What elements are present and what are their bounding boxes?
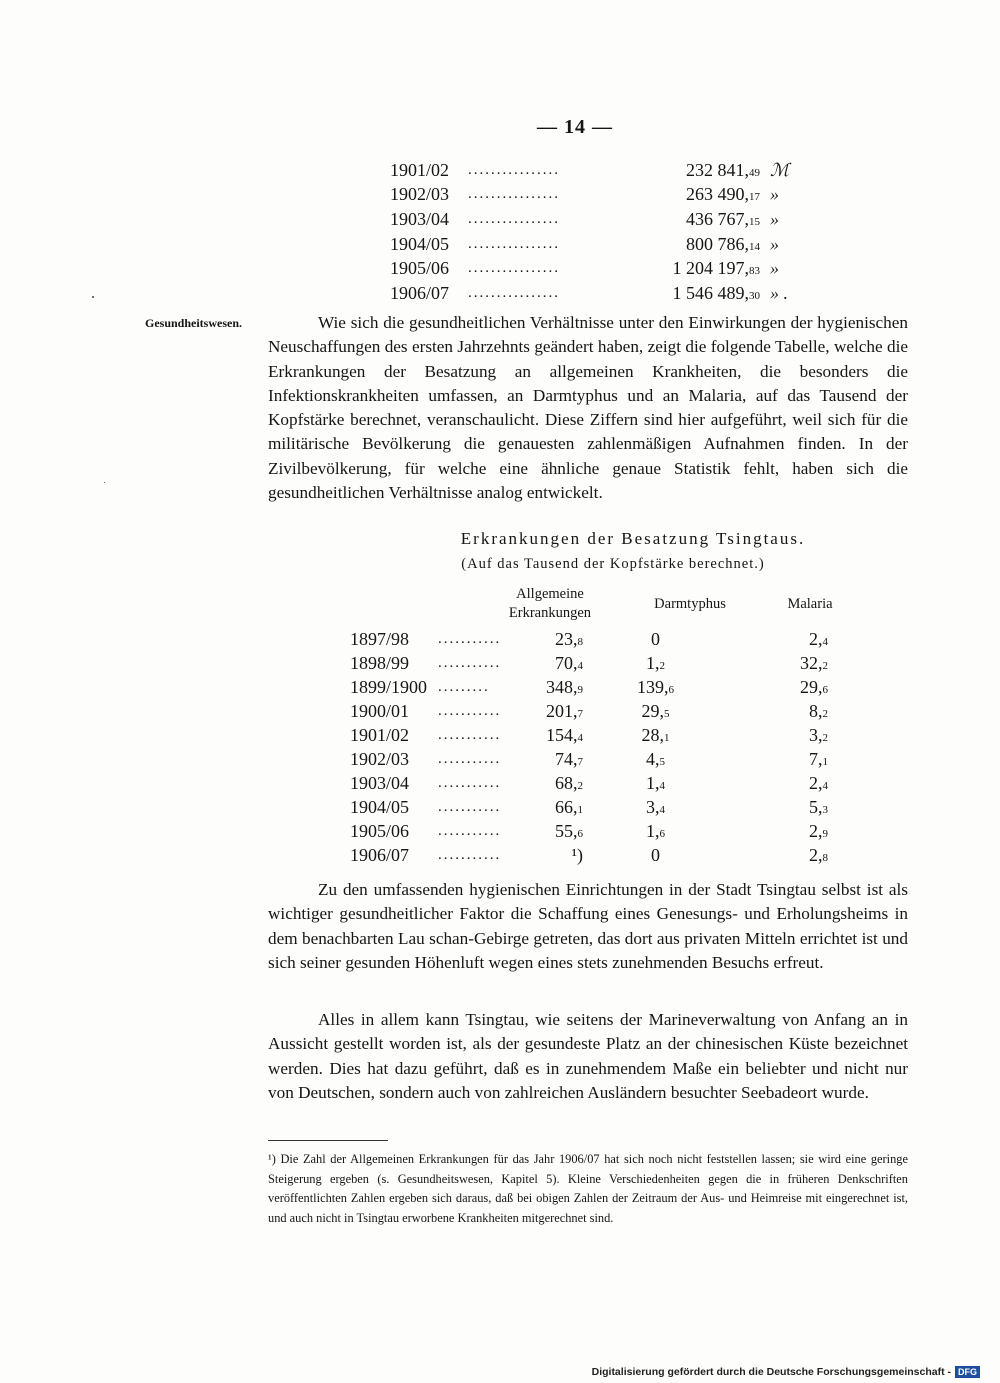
income-year: 1902/03 [390,184,450,205]
digitization-credit [592,1366,980,1378]
paragraph-seaside-resort: Alles in allem kann Tsingtau, wie seitens der Marineverwaltung von Anfang an in Aussicht gestellt worden ist, als der gesundeste Platz an der chinesischen Küste bezeichnet werden. Dies hat dazu geführt, daß es in zunehmendem Maße ein beliebter und nicht nur von Deutschen, sondern auch von zahlreichen Ausländern besuchter Seebadeort wurde. [268,1010,908,1102]
cell-typhus: 0 [651,628,660,649]
cell-general: 66,1 [555,797,583,818]
income-row [390,281,810,306]
cell-malaria: 5,3 [809,797,828,818]
leader-dots: ................ [468,210,560,227]
cell-malaria: 8,2 [809,700,828,721]
table-row [350,844,850,868]
page-number: — 14 — [537,116,613,138]
row-year: 1903/04 [350,773,410,794]
paragraph-convalescent-home: Zu den umfassenden hygienischen Einrichtungen in der Stadt Tsingtau selbst ist als wichtiger gesundheitlicher Faktor die Schaffung eines Genesungs- und Erholungsheims in dem benachbarten Lau schan-Gebirge getreten, das dort aus privaten Mitteln errichtet ist und sich seiner gesunden Höhenluft wegen eines stets zunehmenden Besuchs erfreut. [268,880,908,972]
leader-dots: ................ [468,161,560,178]
cell-general [528,845,583,866]
cell-malaria: 2,9 [809,821,828,842]
table-subtitle: (Auf das Tausend der Kopfstärke berechnet.) [461,556,765,572]
column-header-typhus: Darmtyphus [654,596,726,612]
income-unit: » [770,233,779,254]
cell-typhus: 1,6 [646,821,665,842]
table-row [350,772,850,796]
paragraph-health: Wie sich die gesundheitlichen Verhältnisse unter den Einwirkungen der hygienischen Neuschaffungen des ersten Jahrzehnts geändert haben, zeigt die folgende Tabelle, welche die Erkrankungen der Besatzung an allgemeinen Krankheiten, die besonders die Infektionskrankheiten umfassen, an Darmtyphus und an Malaria, auf das Tausend der Kopfstärke berechnet, veranschaulicht. Diese Ziffern sind hier aufgeführt, weil sich für die militärische Bevölkerung die genauesten zahlenmäßigen Aufnahmen finden. In der Zivilbevölkerung, für welche eine ähnliche genaue Statistik fehlt, haben sich die gesundheitlichen Verhältnisse analog entwickelt. [268,313,908,503]
leader-dots: ........... [438,702,502,719]
leader-dots: ........... [438,799,502,816]
cell-general: 74,7 [555,749,583,770]
cell-general: 154,4 [546,724,583,745]
cell-general: 68,2 [555,773,583,794]
row-year: 1897/98 [350,628,410,649]
paper-speck [104,482,105,483]
income-unit: » [770,258,779,279]
cell-malaria: 2,4 [809,628,828,649]
footnote: ¹) Die Zahl der Allgemeinen Erkrankungen für das Jahr 1906/07 hat sich noch nicht feststellen lassen; sie wird eine geringe Steigerung ergeben (s. Gesundheitswesen, Kapitel 5). Kleine Verschiedenheiten gegen die in früheren Denkschriften veröffentlichten Zahlen ergeben sich daraus, daß bei obigen Zahlen der Zeitraum der Aus- und Heimreise mit eingerechnet ist, und auch nicht in Tsingtau erworbene Krankheiten mitgerechnet sind. [268,1152,908,1225]
paper-speck [92,296,94,298]
credit-text: Digitalisierung gefördert durch die Deutsche Forschungsgemeinschaft - [591,1366,951,1378]
column-header-general: Allgemeine Erkrankungen [508,586,592,621]
leader-dots: ................ [468,284,560,301]
cell-typhus: 3,4 [646,797,665,818]
cell-general: 348,9 [546,676,583,697]
income-unit: » [770,208,779,229]
cell-malaria: 2,8 [809,845,828,866]
income-row [390,232,810,257]
row-year: 1905/06 [350,821,410,842]
table-row [350,651,850,675]
margin-note: Gesundheitswesen. [145,316,243,330]
income-year: 1904/05 [390,233,450,254]
table-row [350,796,850,820]
cell-typhus: 29,5 [641,700,670,721]
cell-general: 55,6 [555,821,583,842]
column-header-malaria: Malaria [787,596,833,612]
cell-malaria: 2,4 [809,773,828,794]
row-year: 1901/02 [350,724,410,745]
income-year: 1905/06 [390,258,450,279]
illness-table [350,627,850,868]
leader-dots: ................ [468,235,560,252]
income-list [390,158,810,306]
cell-typhus: 1,4 [646,773,665,794]
cell-malaria: 3,2 [809,724,828,745]
cell-typhus: 28,1 [641,724,670,745]
footnote-reference: ¹) [571,845,583,866]
cell-typhus: 0 [651,845,660,866]
leader-dots: ......... [438,678,490,695]
cell-malaria: 7,1 [809,749,828,770]
table-row [350,627,850,651]
row-year: 1902/03 [350,749,410,770]
cell-general: 201,7 [546,700,583,721]
income-unit: ℳ [770,159,790,180]
cell-typhus: 1,2 [646,652,665,673]
leader-dots: ........... [438,775,502,792]
cell-typhus: 139,6 [637,676,674,697]
table-row [350,723,850,747]
income-year: 1901/02 [390,159,450,180]
income-row [390,256,810,281]
leader-dots: ........... [438,654,502,671]
leader-dots: ................ [468,260,560,277]
income-amount: 263 490,17 [686,184,760,205]
leader-dots: ........... [438,847,502,864]
row-year: 1900/01 [350,700,410,721]
income-row [390,207,810,232]
income-year: 1906/07 [390,282,450,303]
income-year: 1903/04 [390,208,450,229]
income-amount: 800 786,14 [686,233,760,254]
leader-dots: ........... [438,630,502,647]
cell-general: 70,4 [555,652,583,673]
leader-dots: ........... [438,726,502,743]
income-amount: 1 546 489,30 [672,282,760,303]
table-row [350,675,850,699]
income-row [390,158,810,183]
income-row [390,183,810,208]
row-year: 1904/05 [350,797,410,818]
row-year: 1906/07 [350,845,410,866]
table-row [350,699,850,723]
income-amount: 436 767,15 [686,208,760,229]
cell-general: 23,8 [555,628,583,649]
income-amount: 1 204 197,83 [672,258,760,279]
table-row [350,747,850,771]
income-unit: » [770,184,779,205]
cell-malaria: 29,6 [800,676,828,697]
income-unit: » . [770,282,788,303]
row-year: 1898/99 [350,652,410,673]
row-year: 1899/1900 [350,676,428,697]
income-amount: 232 841,49 [686,159,760,180]
footnote-divider [268,1140,388,1141]
table-row [350,820,850,844]
leader-dots: ........... [438,751,502,768]
dfg-logo: DFG [955,1366,980,1378]
table-title: Erkrankungen der Besatzung Tsingtaus. [460,529,806,548]
leader-dots: ........... [438,823,502,840]
cell-malaria: 32,2 [800,652,828,673]
cell-typhus: 4,5 [646,749,665,770]
leader-dots: ................ [468,186,560,203]
